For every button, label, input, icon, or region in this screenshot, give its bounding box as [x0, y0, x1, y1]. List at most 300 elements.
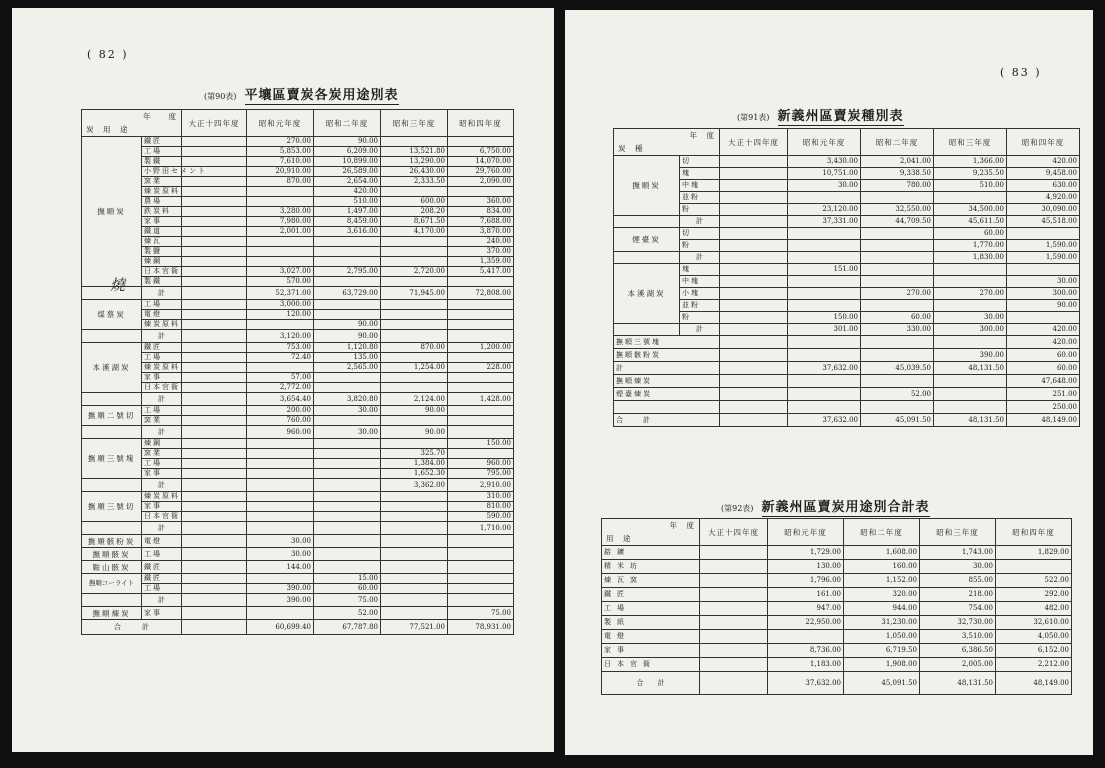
value-cell: 60.00: [1007, 349, 1080, 362]
value-cell: [448, 373, 514, 383]
subtotal-spacer: [614, 252, 680, 264]
value-cell: 8,671.50: [381, 217, 448, 227]
value-cell: 77,521.00: [381, 620, 448, 635]
table-row: [82, 320, 514, 330]
value-cell: 4,050.00: [996, 630, 1072, 644]
value-cell: 2,772.00: [247, 383, 314, 393]
table-row: [602, 546, 1072, 560]
value-cell: [182, 620, 247, 635]
use-label: 小野田セメント: [142, 167, 182, 177]
value-cell: [861, 349, 934, 362]
corner-year-label: 年 度: [669, 521, 695, 530]
value-cell: 31,230.00: [844, 616, 920, 630]
value-cell: [381, 320, 448, 330]
table-row: [82, 177, 514, 187]
value-cell: [861, 276, 934, 288]
kind-label: 切: [680, 228, 720, 240]
value-cell: 45,518.00: [1007, 216, 1080, 228]
value-cell: 510.00: [314, 197, 381, 207]
value-cell: 48,131.50: [920, 672, 996, 695]
group-name: 撫順コーライト: [82, 574, 142, 594]
value-cell: [448, 310, 514, 320]
group-name: 撫順三號切: [82, 492, 142, 522]
value-cell: 3,654.40: [247, 393, 314, 406]
value-cell: [720, 388, 788, 401]
value-cell: 23,120.00: [788, 204, 861, 216]
value-cell: 1,200.00: [448, 343, 514, 353]
value-cell: [182, 535, 247, 548]
single-row: [82, 561, 514, 574]
table-row: [602, 658, 1072, 672]
value-cell: 26,589.00: [314, 167, 381, 177]
use-label: 工場: [142, 147, 182, 157]
table-row: [82, 147, 514, 157]
value-cell: [182, 330, 247, 343]
table-row: [614, 192, 1080, 204]
table-row: [82, 574, 514, 584]
page-number-right: ( 83 ): [1000, 66, 1042, 79]
value-cell: 3,000.00: [247, 300, 314, 310]
value-cell: 2,910.00: [448, 479, 514, 492]
value-cell: [788, 192, 861, 204]
value-cell: [720, 168, 788, 180]
value-cell: 4,920.00: [1007, 192, 1080, 204]
value-cell: 330.00: [861, 324, 934, 336]
table-row: [82, 217, 514, 227]
group-name: 撫順骸炭: [82, 548, 142, 561]
subtotal-row: [614, 324, 1080, 336]
value-cell: [182, 277, 247, 287]
value-cell: 1,710.00: [448, 522, 514, 535]
use-label: 鐵匠: [142, 561, 182, 574]
value-cell: [247, 449, 314, 459]
value-cell: 144.00: [247, 561, 314, 574]
table-row: [602, 616, 1072, 630]
use-label: 鐵道: [142, 227, 182, 237]
table-row: [82, 383, 514, 393]
group-name: 撫順炭: [82, 137, 142, 287]
value-cell: 32,730.00: [920, 616, 996, 630]
value-cell: [788, 276, 861, 288]
value-cell: 300.00: [1007, 288, 1080, 300]
value-cell: [934, 401, 1007, 414]
value-cell: 420.00: [1007, 336, 1080, 349]
value-cell: [381, 535, 448, 548]
table-row: [614, 264, 1080, 276]
value-cell: 947.00: [768, 602, 844, 616]
value-cell: [381, 300, 448, 310]
value-cell: [1007, 312, 1080, 324]
value-cell: 1,152.00: [844, 574, 920, 588]
value-cell: [720, 156, 788, 168]
subtotal-label: 計: [142, 479, 182, 492]
subtotal-label: 計: [680, 324, 720, 336]
table-row: [602, 574, 1072, 588]
value-cell: 3,616.00: [314, 227, 381, 237]
table-row: [82, 502, 514, 512]
use-label: 煉炭原料: [142, 363, 182, 373]
value-cell: [182, 300, 247, 310]
value-cell: 8,736.00: [768, 644, 844, 658]
value-cell: 1,050.00: [844, 630, 920, 644]
value-cell: 270.00: [247, 137, 314, 147]
value-cell: 570.00: [247, 277, 314, 287]
value-cell: 1,829.00: [996, 546, 1072, 560]
value-cell: [720, 312, 788, 324]
value-cell: 48,149.00: [1007, 414, 1080, 427]
value-cell: [381, 584, 448, 594]
value-cell: [720, 336, 788, 349]
value-cell: 870.00: [381, 343, 448, 353]
single-row: [82, 548, 514, 561]
value-cell: 6,152.00: [996, 644, 1072, 658]
subtotal-row: [82, 393, 514, 406]
value-cell: [934, 375, 1007, 388]
table92-title: 新義州區賣炭用途別合計表: [761, 500, 930, 515]
use-label: 工場: [142, 459, 182, 469]
value-cell: 240.00: [448, 237, 514, 247]
value-cell: [381, 561, 448, 574]
use-label: 窯業: [142, 177, 182, 187]
value-cell: [788, 375, 861, 388]
use-label: 鎔鑛: [602, 546, 700, 560]
subtotal-label: 計: [142, 594, 182, 607]
value-cell: 753.00: [247, 343, 314, 353]
value-cell: 1,830.00: [934, 252, 1007, 264]
use-label: 日本官衙: [142, 512, 182, 522]
table-row: [602, 588, 1072, 602]
corner-use-label: 用 途: [606, 534, 632, 543]
value-cell: [861, 192, 934, 204]
subtotal-row: [614, 252, 1080, 264]
value-cell: [448, 574, 514, 584]
use-label: 工場: [142, 406, 182, 416]
use-label: 煉炭原料: [142, 320, 182, 330]
subtotal-spacer: [82, 426, 142, 439]
value-cell: 10,899.00: [314, 157, 381, 167]
table-row: [82, 584, 514, 594]
value-cell: 1,908.00: [844, 658, 920, 672]
use-label: 鐵匠: [142, 343, 182, 353]
table-row: [82, 267, 514, 277]
value-cell: 6,750.00: [448, 147, 514, 157]
value-cell: [700, 630, 768, 644]
table-row: [82, 469, 514, 479]
use-label: 製紙: [602, 616, 700, 630]
value-cell: 57.00: [247, 373, 314, 383]
use-label: 製鐵: [142, 157, 182, 167]
group-name: 鞍山骸炭: [82, 561, 142, 574]
use-label: 家事: [142, 607, 182, 620]
use-label: 日本官衙: [142, 267, 182, 277]
value-cell: [314, 469, 381, 479]
value-cell: 13,290.00: [381, 157, 448, 167]
value-cell: 52,371.00: [247, 287, 314, 300]
value-cell: 780.00: [861, 180, 934, 192]
table-row: [82, 167, 514, 177]
value-cell: [448, 383, 514, 393]
value-cell: 270.00: [934, 288, 1007, 300]
value-cell: [247, 187, 314, 197]
row-label: 計: [614, 362, 720, 375]
year-header: 昭和元年度: [247, 110, 314, 137]
value-cell: 834.00: [448, 207, 514, 217]
value-cell: [700, 574, 768, 588]
right-page: [565, 10, 1093, 755]
grand-total-label: 合 計: [82, 620, 182, 635]
subtotal-spacer: [82, 330, 142, 343]
value-cell: 2,041.00: [861, 156, 934, 168]
value-cell: 270.00: [861, 288, 934, 300]
year-header: 昭和三年度: [934, 129, 1007, 156]
value-cell: [700, 588, 768, 602]
table-row: [82, 439, 514, 449]
value-cell: [182, 353, 247, 363]
value-cell: [448, 353, 514, 363]
value-cell: 855.00: [920, 574, 996, 588]
kind-label: 切: [680, 156, 720, 168]
value-cell: 795.00: [448, 469, 514, 479]
value-cell: [182, 416, 247, 426]
table-row: [82, 343, 514, 353]
row-label: 合 計: [614, 414, 720, 427]
table91: [613, 128, 1080, 427]
year-header: 昭和二年度: [314, 110, 381, 137]
value-cell: [182, 426, 247, 439]
value-cell: 30.00: [788, 180, 861, 192]
value-cell: [182, 574, 247, 584]
value-cell: 3,870.00: [448, 227, 514, 237]
value-cell: 208.20: [381, 207, 448, 217]
value-cell: 300.00: [934, 324, 1007, 336]
value-cell: [247, 257, 314, 267]
value-cell: 60.00: [861, 312, 934, 324]
value-cell: 3,510.00: [920, 630, 996, 644]
value-cell: 1,608.00: [844, 546, 920, 560]
value-cell: [381, 373, 448, 383]
single-row: [614, 349, 1080, 362]
value-cell: [314, 492, 381, 502]
table-row: [614, 228, 1080, 240]
use-label: 煉炭原料: [142, 492, 182, 502]
year-header: 昭和二年度: [844, 519, 920, 546]
value-cell: 420.00: [1007, 156, 1080, 168]
table-row: [614, 204, 1080, 216]
value-cell: 90.00: [381, 426, 448, 439]
value-cell: [182, 177, 247, 187]
value-cell: 90.00: [1007, 300, 1080, 312]
table92-number: (第92表): [721, 504, 754, 513]
table-row: [614, 276, 1080, 288]
value-cell: 72,808.00: [448, 287, 514, 300]
value-cell: 30.00: [247, 535, 314, 548]
value-cell: 30.00: [247, 548, 314, 561]
value-cell: 301.00: [788, 324, 861, 336]
use-label: 工場: [142, 584, 182, 594]
subtotal-row: [82, 426, 514, 439]
value-cell: [788, 401, 861, 414]
value-cell: [381, 277, 448, 287]
row-label: 煙臺煉炭: [614, 388, 720, 401]
value-cell: 63,729.00: [314, 287, 381, 300]
subtotal-row: [82, 479, 514, 492]
value-cell: 310.00: [448, 492, 514, 502]
value-cell: 45,039.50: [861, 362, 934, 375]
value-cell: 37,632.00: [768, 672, 844, 695]
value-cell: 1,366.00: [934, 156, 1007, 168]
value-cell: 44,709.50: [861, 216, 934, 228]
value-cell: 60.00: [1007, 362, 1080, 375]
value-cell: 48,149.00: [996, 672, 1072, 695]
header-row: [602, 519, 1072, 546]
value-cell: 22,950.00: [768, 616, 844, 630]
subtotal-spacer: [82, 522, 142, 535]
value-cell: [996, 560, 1072, 574]
year-header: 昭和三年度: [920, 519, 996, 546]
value-cell: 10,751.00: [788, 168, 861, 180]
value-cell: 3,280.00: [247, 207, 314, 217]
value-cell: [720, 288, 788, 300]
value-cell: [381, 548, 448, 561]
value-cell: 320.00: [844, 588, 920, 602]
row-label: 撫順骸粉炭: [614, 349, 720, 362]
value-cell: 7,610.00: [247, 157, 314, 167]
value-cell: 1,729.00: [768, 546, 844, 560]
value-cell: 90.00: [314, 137, 381, 147]
value-cell: [381, 310, 448, 320]
subtotal-label: 計: [680, 216, 720, 228]
subtotal-spacer: [614, 324, 680, 336]
value-cell: [720, 240, 788, 252]
use-label: 家事: [142, 373, 182, 383]
handwritten-note: 燒: [110, 276, 126, 294]
use-label: 窯業: [142, 449, 182, 459]
value-cell: [182, 320, 247, 330]
corner-header: [614, 129, 720, 156]
value-cell: [182, 548, 247, 561]
value-cell: 3,120.00: [247, 330, 314, 343]
value-cell: 78,931.00: [448, 620, 514, 635]
value-cell: [720, 300, 788, 312]
corner-year-label: 年 度: [689, 131, 715, 140]
single-row: [614, 375, 1080, 388]
subtotal-row: [82, 287, 514, 300]
value-cell: [788, 240, 861, 252]
value-cell: 9,458.00: [1007, 168, 1080, 180]
value-cell: [247, 459, 314, 469]
value-cell: [448, 548, 514, 561]
value-cell: [700, 546, 768, 560]
value-cell: 90.00: [314, 320, 381, 330]
table90: [81, 109, 514, 635]
value-cell: 590.00: [448, 512, 514, 522]
value-cell: 292.00: [996, 588, 1072, 602]
value-cell: 90.00: [314, 330, 381, 343]
table-row: [614, 180, 1080, 192]
row-label: 撫順煉炭: [614, 375, 720, 388]
value-cell: 251.00: [1007, 388, 1080, 401]
value-cell: [861, 401, 934, 414]
value-cell: [182, 363, 247, 373]
kind-label: 粉: [680, 204, 720, 216]
value-cell: [381, 257, 448, 267]
value-cell: 1,120.80: [314, 343, 381, 353]
value-cell: [314, 373, 381, 383]
value-cell: [700, 616, 768, 630]
value-cell: [381, 594, 448, 607]
value-cell: 6,719.50: [844, 644, 920, 658]
value-cell: [788, 388, 861, 401]
value-cell: [182, 197, 247, 207]
value-cell: [861, 336, 934, 349]
table91-title: 新義州區賣炭種別表: [777, 109, 904, 124]
value-cell: 760.00: [247, 416, 314, 426]
value-cell: [448, 406, 514, 416]
value-cell: 20,910.00: [247, 167, 314, 177]
value-cell: 325.70: [381, 449, 448, 459]
value-cell: 47,648.00: [1007, 375, 1080, 388]
value-cell: [182, 343, 247, 353]
value-cell: [700, 672, 768, 695]
table-row: [82, 459, 514, 469]
value-cell: [314, 502, 381, 512]
value-cell: [720, 414, 788, 427]
value-cell: [720, 324, 788, 336]
value-cell: [861, 300, 934, 312]
value-cell: 2,212.00: [996, 658, 1072, 672]
table-row: [82, 187, 514, 197]
use-label: 煉鋼: [142, 257, 182, 267]
value-cell: 32,610.00: [996, 616, 1072, 630]
single-row: [614, 388, 1080, 401]
table91-number: (第91表): [737, 113, 770, 122]
value-cell: [314, 277, 381, 287]
value-cell: [861, 252, 934, 264]
value-cell: 1,254.00: [381, 363, 448, 373]
value-cell: 30.00: [1007, 276, 1080, 288]
use-label: 煉鋼: [142, 439, 182, 449]
value-cell: 390.00: [247, 584, 314, 594]
value-cell: [448, 426, 514, 439]
group-name: 撫順炭: [614, 156, 680, 216]
value-cell: 150.00: [448, 439, 514, 449]
value-cell: 72.40: [247, 353, 314, 363]
value-cell: [861, 240, 934, 252]
value-cell: [182, 383, 247, 393]
value-cell: [788, 288, 861, 300]
value-cell: 810.00: [448, 502, 514, 512]
table-row: [614, 168, 1080, 180]
use-label: 煉炭原料: [142, 187, 182, 197]
value-cell: 3,430.00: [788, 156, 861, 168]
value-cell: [700, 658, 768, 672]
value-cell: [182, 310, 247, 320]
value-cell: [448, 320, 514, 330]
value-cell: 2,720.00: [381, 267, 448, 277]
value-cell: 1,770.00: [934, 240, 1007, 252]
kind-label: 粉: [680, 240, 720, 252]
table-row: [602, 644, 1072, 658]
value-cell: [720, 216, 788, 228]
year-header: 大正十四年度: [720, 129, 788, 156]
value-cell: [247, 439, 314, 449]
value-cell: 60.00: [314, 584, 381, 594]
value-cell: [314, 300, 381, 310]
value-cell: [182, 373, 247, 383]
value-cell: [448, 584, 514, 594]
value-cell: 52.00: [314, 607, 381, 620]
value-cell: 6,386.50: [920, 644, 996, 658]
